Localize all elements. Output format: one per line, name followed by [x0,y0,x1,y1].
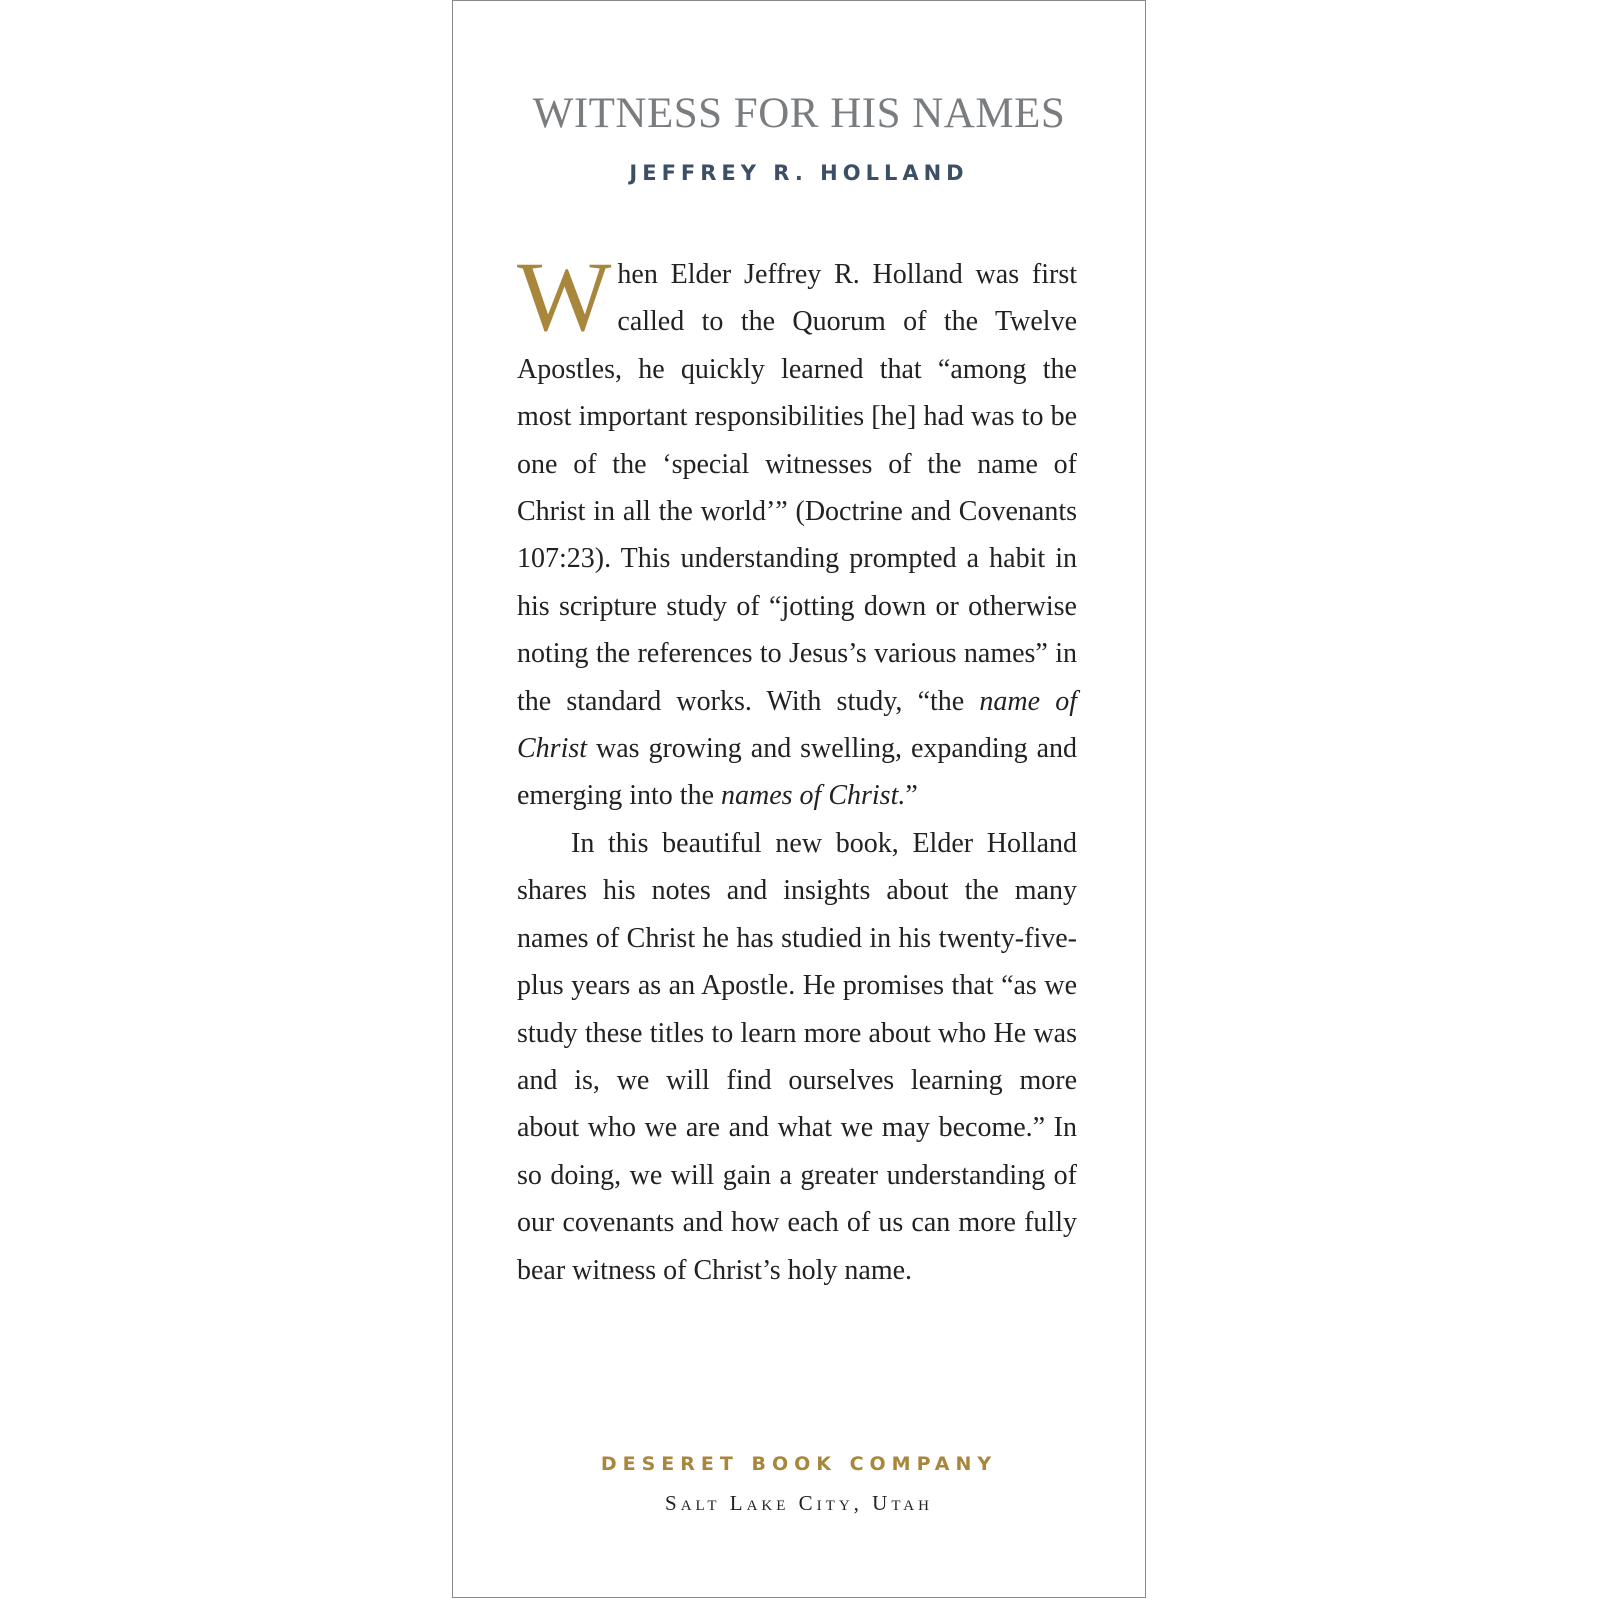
author-name: JEFFREY R. HOLLAND [629,161,969,185]
publisher-name: DESERET BOOK COMPANY [600,1453,998,1475]
drop-cap: W [517,241,612,352]
paragraph-1-emphasis-2: names of Christ. [721,780,906,812]
book-title: WITNESS FOR HIS NAMES [532,90,1066,137]
description-paragraph-2: In this beautiful new book, Elder Holland shares his notes and insights about the many names of Christ he has studied in his twenty-five-plus years as an Apostle. He promises that “as we study these titles to learn more about who He was and is, we will find ourselves learning more about who we are and what we may become.” In so doing, we will gain a greater understanding of our covenants and how each of us can more fully bear witness of Christ’s holy name. [517,827,1077,1286]
paragraph-1-emphasis-1: name of Christ [517,685,1077,765]
paragraph-1-part-a: hen Elder Jeffrey R. Holland was first called to the Quorum of the Twelve Apostles, he quickly learned that “among the most important responsibilities [he] had was to be one of the ‘special witnesses of the name of Christ in all the world’” (Doctrine and Covenants 107:23). This understanding prompted a habit in his scripture study of “jotting down or otherwise noting the references to Jesus’s various names” in the standard works. With study, “the [517,259,1077,717]
book-flap-panel [452,0,1146,1598]
description-paragraph-1 [517,241,1077,820]
paragraph-1-part-c: ” [905,780,918,812]
publisher-city: Salt Lake City, Utah [665,1491,933,1515]
paragraph-1-part-b: was growing and swelling, expanding and emerging into the [517,733,1077,812]
description-text [517,241,1077,1294]
